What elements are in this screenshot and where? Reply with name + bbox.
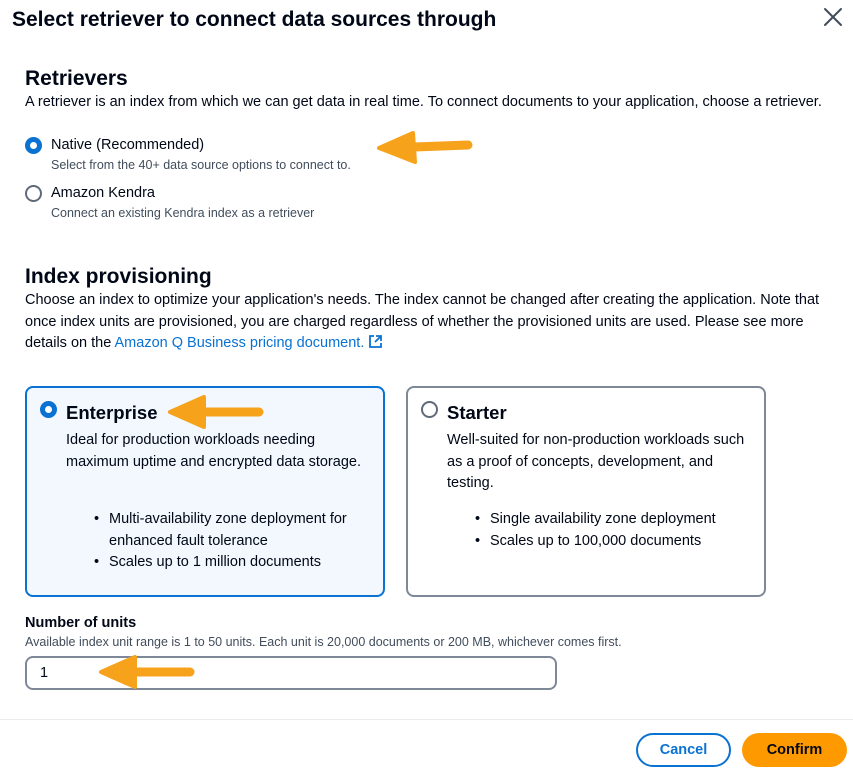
- enterprise-description: Ideal for production workloads needing maximum uptime and encrypted data storage.: [66, 432, 361, 470]
- retriever-kendra-description: Connect an existing Kendra index as a retriever: [51, 206, 315, 220]
- index-provisioning-heading: Index provisioning: [25, 265, 212, 288]
- annotation-arrow-icon: [97, 654, 197, 690]
- enterprise-feature-1: • Multi-availability zone deployment for enhanced fault tolerance: [91, 509, 381, 552]
- enterprise-title: Enterprise: [66, 402, 158, 423]
- retriever-native-description: Select from the 40+ data source options to connect to.: [51, 158, 351, 172]
- external-link-icon: [368, 334, 383, 349]
- starter-description: Well-suited for non-production workloads such as a proof of concepts, development, and testing.: [447, 432, 745, 491]
- units-description: Available index unit range is 1 to 50 units. Each unit is 20,000 documents or 200 MB, whichever comes first.: [25, 635, 622, 649]
- annotation-arrow-icon: [375, 128, 475, 164]
- starter-title: Starter: [447, 402, 507, 423]
- units-label: Number of units: [25, 615, 137, 631]
- annotation-arrow-icon: [166, 394, 266, 430]
- radio-kendra[interactable]: [25, 185, 42, 202]
- enterprise-feature-2: • Scales up to 1 million documents: [91, 552, 381, 574]
- radio-enterprise[interactable]: [40, 401, 57, 418]
- starter-feature-1: • Single availability zone deployment: [472, 509, 762, 531]
- retriever-native-label: Native (Recommended): [51, 137, 205, 153]
- retriever-option-native[interactable]: [25, 136, 351, 174]
- index-provisioning-text: Choose an index to optimize your application's needs. The index cannot be changed after creating the application. Note that once index units are provisioned, you are charged regardless of whether the provisioned units are used. Please see more details on the: [25, 292, 820, 351]
- pricing-link[interactable]: [115, 335, 384, 351]
- starter-features: [472, 509, 762, 552]
- confirm-button[interactable]: Confirm: [742, 733, 847, 767]
- cancel-button[interactable]: Cancel: [636, 733, 731, 767]
- enterprise-features: [91, 509, 381, 574]
- starter-feature-2: • Scales up to 100,000 documents: [472, 531, 762, 553]
- starter-card[interactable]: [406, 386, 766, 597]
- retriever-option-kendra[interactable]: [25, 184, 314, 222]
- radio-starter[interactable]: [421, 401, 438, 418]
- footer-divider: [0, 719, 853, 720]
- close-icon[interactable]: [822, 6, 844, 28]
- retrievers-heading: Retrievers: [25, 67, 128, 90]
- pricing-link-label: Amazon Q Business pricing document.: [114, 335, 365, 351]
- radio-native[interactable]: [25, 137, 42, 154]
- retrievers-description: A retriever is an index from which we can get data in real time. To connect documents to your application, choose a retriever.: [25, 94, 822, 110]
- index-provisioning-description: [25, 290, 840, 355]
- modal-title: Select retriever to connect data sources through: [12, 8, 497, 31]
- retriever-kendra-label: Amazon Kendra: [51, 185, 155, 201]
